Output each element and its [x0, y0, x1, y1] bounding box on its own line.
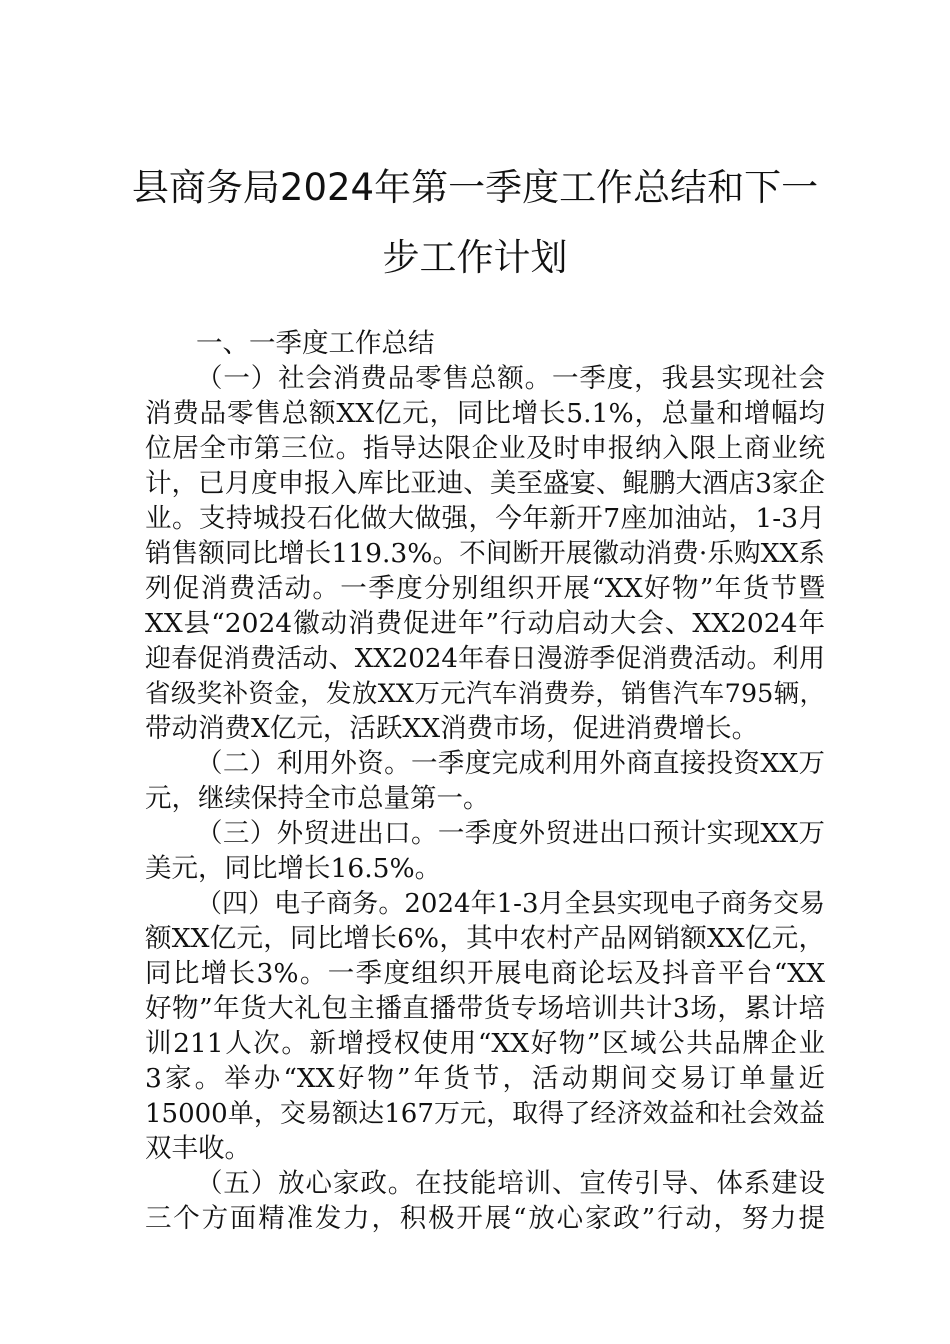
paragraph-line: 额XX亿元，同比增长6%，其中农村产品网销额XX亿元，	[145, 923, 825, 954]
paragraph-line: 三个方面精准发力，积极开展“放心家政”行动，努力提	[145, 1203, 825, 1234]
paragraph-line: （五）放心家政。在技能培训、宣传引导、体系建设	[196, 1168, 825, 1199]
paragraph-line: 好物”年货大礼包主播直播带货专场培训共计3场，累计培	[145, 993, 825, 1024]
paragraph-line: 元，继续保持全市总量第一。	[145, 783, 490, 814]
paragraph-line: 销售额同比增长119.3%。不间断开展徽动消费·乐购XX系	[145, 538, 825, 569]
paragraph-line: 15000单，交易额达167万元，取得了经济效益和社会效益	[145, 1099, 825, 1129]
paragraph-line: 计，已月度申报入库比亚迪、美至盛宴、鲲鹏大酒店3家企	[145, 468, 825, 499]
paragraph-line: （一）社会消费品零售总额。一季度，我县实现社会	[196, 363, 825, 394]
paragraph-line: 3家。举办“XX好物”年货节，活动期间交易订单量近	[145, 1063, 825, 1094]
paragraph-line: 训211人次。新增授权使用“XX好物”区域公共品牌企业	[145, 1028, 825, 1059]
document-title-line-1: 县商务局2024年第一季度工作总结和下一	[131, 166, 819, 209]
paragraph-line: 消费品零售总额XX亿元，同比增长5.1%，总量和增幅均	[145, 398, 825, 429]
paragraph-line: （三）外贸进出口。一季度外贸进出口预计实现XX万	[196, 818, 825, 849]
paragraph-line: 省级奖补资金，发放XX万元汽车消费券，销售汽车795辆，	[145, 679, 825, 709]
paragraph-line: 迎春促消费活动、XX2024年春日漫游季促消费活动。利用	[145, 644, 825, 674]
paragraph-line: 同比增长3%。一季度组织开展电商论坛及抖音平台“XX	[145, 958, 825, 989]
paragraph-line: （四）电子商务。2024年1-3月全县实现电子商务交易	[196, 889, 825, 919]
paragraph-line: 列促消费活动。一季度分别组织开展“XX好物”年货节暨	[145, 573, 825, 604]
paragraph-line: 美元，同比增长16.5%。	[145, 853, 442, 884]
paragraph-line: 带动消费X亿元，活跃XX消费市场，促进消费增长。	[145, 713, 759, 744]
section-heading: 一、一季度工作总结	[196, 328, 435, 359]
paragraph-line: （二）利用外资。一季度完成利用外商直接投资XX万	[196, 748, 825, 779]
paragraph-line: 双丰收。	[145, 1133, 251, 1164]
paragraph-line: 业。支持城投石化做大做强，今年新开7座加油站，1-3月	[145, 503, 825, 534]
document-title-line-2: 步工作计划	[382, 236, 568, 279]
paragraph-line: XX县“2024徽动消费促进年”行动启动大会、XX2024年	[145, 608, 825, 639]
paragraph-line: 位居全市第三位。指导达限企业及时申报纳入限上商业统	[145, 433, 825, 464]
